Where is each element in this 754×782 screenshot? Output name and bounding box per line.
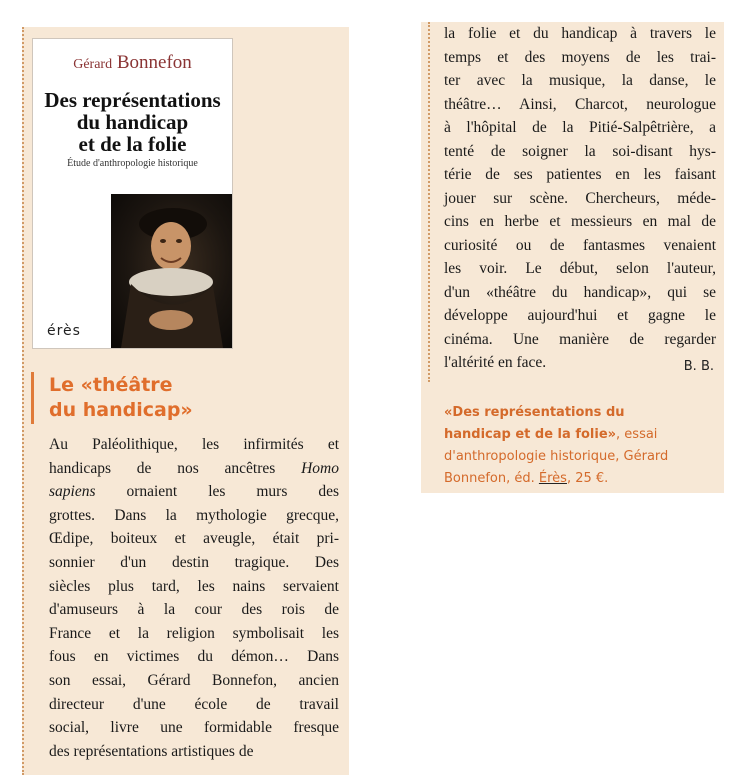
body-text-line: d'un «théâtre du handicap», qui se — [444, 283, 716, 301]
body-text-line: cinéma. Une manière de regarder — [444, 330, 716, 348]
caption-line3: d'anthropologie historique, Gérard — [444, 449, 669, 464]
right-dotted-rule — [428, 22, 430, 382]
body-text-line: grottes. Dans la mythologie grecque, — [49, 506, 339, 524]
heading-line: du handicap» — [49, 399, 193, 421]
cover-title-line: du handicap — [76, 110, 189, 134]
body-text-line: Œdipe, boiteux et aveugle, était pri- — [49, 530, 339, 548]
body-text-line: France et la religion symbolisait les — [49, 624, 339, 642]
body-text-line: curiosité ou de fantasmes venaient — [444, 236, 716, 254]
body-text-line: cins en herbe et messieurs en mal de — [444, 213, 716, 230]
body-text-line: temps et des moyens de les trai- — [444, 48, 716, 66]
body-text-line: son essai, Gérard Bonnefon, ancien — [49, 672, 339, 689]
portrait-figure-icon — [111, 194, 232, 348]
article-heading — [49, 373, 309, 423]
body-text-line: à l'hôpital de la Pitié-Salpêtrière, a — [444, 119, 716, 136]
cover-author — [33, 52, 232, 74]
body-text-line: fous en victimes du démon… Dans — [49, 648, 339, 666]
body-text-line: la folie et du handicap à travers le — [444, 25, 716, 42]
author-signature: B. B. — [683, 359, 714, 374]
book-caption — [444, 402, 714, 490]
body-text-line: siècles plus tard, les nains servaient — [49, 577, 339, 595]
caption-genre: , essai — [616, 427, 658, 442]
body-text-line: des représentations artistiques de — [49, 742, 254, 760]
cover-title-line: et de la folie — [78, 132, 187, 156]
cover-painting-image — [111, 194, 232, 348]
body-text-line: térie de ses patientes en les faisant — [444, 166, 716, 183]
body-text-line: l'altérité en face. — [444, 354, 547, 371]
left-dotted-rule — [22, 27, 24, 775]
cover-subtitle: Étude d'anthropologie historique — [67, 158, 198, 169]
body-text-line: les voir. Le début, selon l'auteur, — [444, 260, 716, 277]
cover-author-first: Gérard — [73, 57, 113, 72]
body-text-line: directeur d'une école de travail — [49, 695, 339, 713]
caption-title-line2: handicap et de la folie» — [444, 427, 617, 442]
heading-accent-bar — [31, 372, 34, 424]
body-text-line: handicaps de nos ancêtres Homo — [49, 459, 339, 477]
cover-title-line: Des représentations — [44, 88, 221, 112]
caption-publisher: Érès — [538, 471, 567, 486]
body-text-line: théâtre… Ainsi, Charcot, neurologue — [444, 95, 716, 113]
caption-title-line1: «Des représentations du — [444, 405, 625, 420]
caption-price: , 25 €. — [566, 471, 609, 486]
body-text-line: sonnier d'un destin tragique. Des — [49, 554, 339, 571]
body-text-line: sapiens ornaient les murs des — [49, 483, 339, 501]
body-text-line: tenté de soigner la soi-disant hys- — [444, 142, 716, 160]
cover-publisher-logo: érès — [47, 323, 81, 339]
body-text-line: social, livre une formidable fresque — [49, 719, 339, 737]
body-text-line: d'amuseurs à la cour des rois de — [49, 601, 339, 619]
book-cover — [32, 38, 233, 349]
cover-title — [33, 89, 232, 155]
heading-line: Le «théâtre — [49, 374, 173, 396]
body-text-line: Au Paléolithique, les infirmités et — [49, 436, 339, 453]
cover-author-last: Bonnefon — [116, 52, 192, 73]
body-text-line: développe aujourd'hui et gagne le — [444, 307, 716, 324]
body-text-line: jouer sur scène. Chercheurs, méde- — [444, 189, 716, 207]
body-text-line: ter avec la musique, la danse, le — [444, 72, 716, 89]
caption-author: Bonnefon, éd. — [444, 471, 539, 486]
